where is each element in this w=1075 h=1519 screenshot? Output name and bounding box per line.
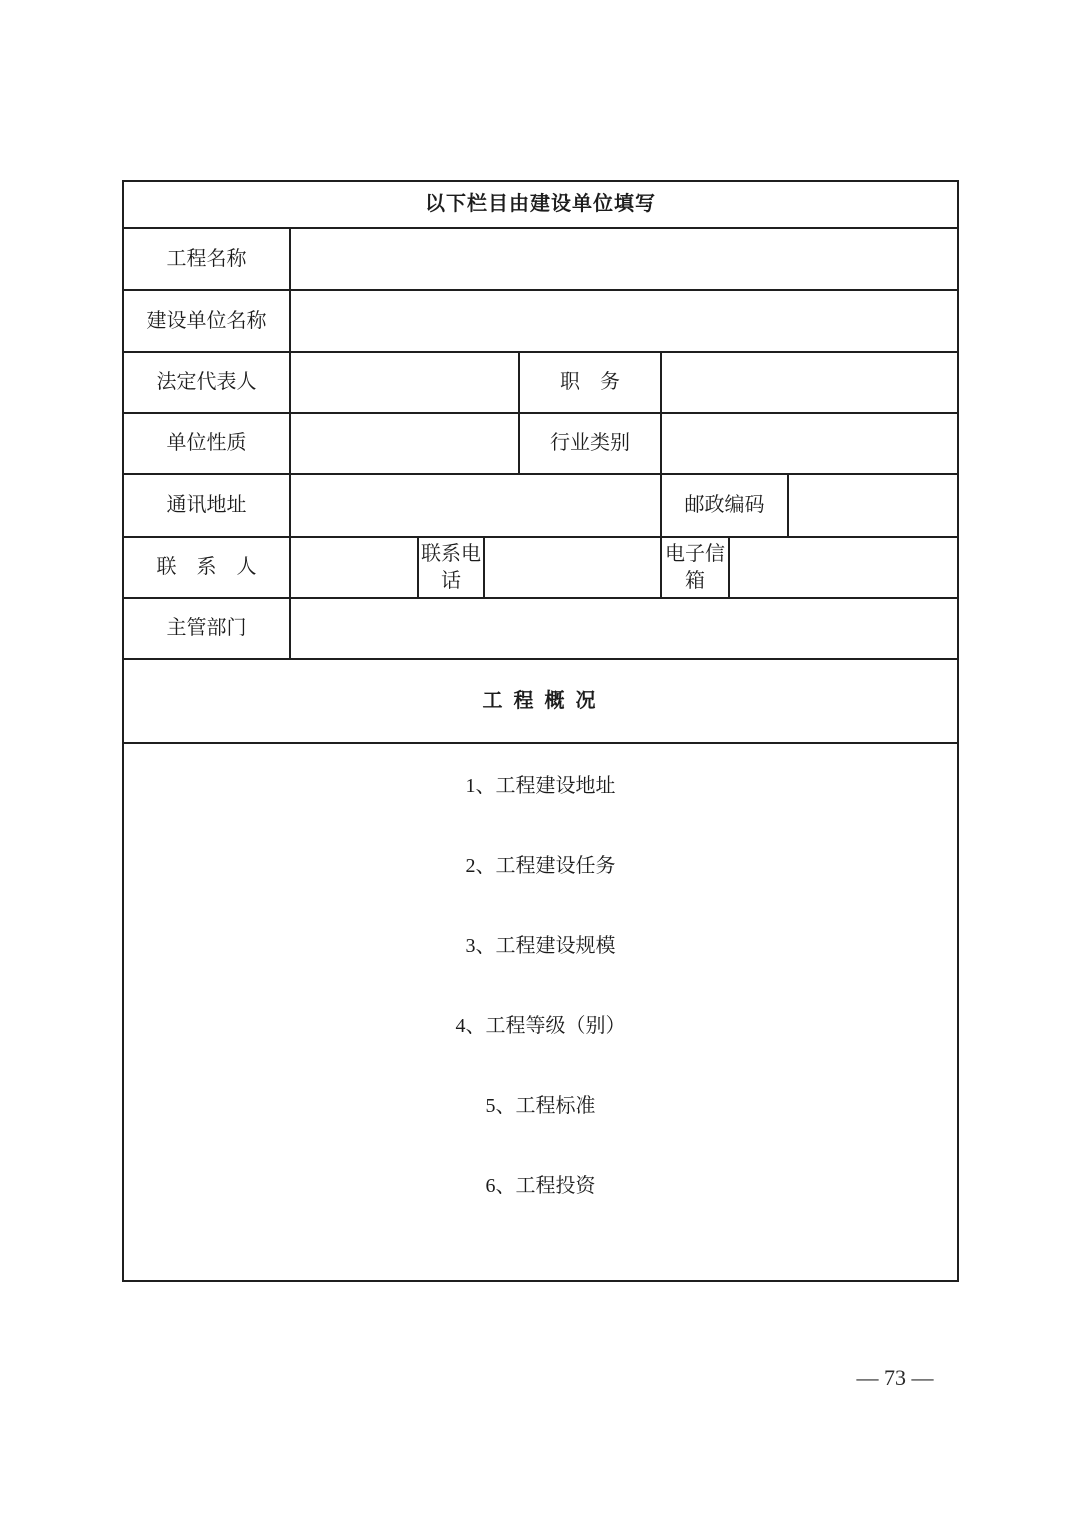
project-name-label: 工程名称 <box>123 228 290 290</box>
construction-unit-value-cell <box>290 290 958 352</box>
contact-person-value-cell <box>290 537 418 598</box>
unit-nature-label: 单位性质 <box>123 413 290 474</box>
contact-person-label: 联 系 人 <box>123 537 290 598</box>
mailing-address-value-cell <box>290 474 661 537</box>
project-overview-cell <box>123 743 958 1281</box>
overview-item-3: 3、工程建设规模 <box>465 935 616 957</box>
email-value-cell <box>729 537 958 598</box>
mailing-address-label: 通讯地址 <box>123 474 290 537</box>
email-label: 电子信箱 <box>661 537 729 598</box>
overview-item-6: 6、工程投资 <box>485 1175 596 1197</box>
industry-category-value-cell <box>661 413 958 474</box>
legal-representative-value-cell <box>290 352 519 413</box>
industry-category-label: 行业类别 <box>519 413 661 474</box>
postal-code-value-cell <box>788 474 958 537</box>
page-number: — 73 — <box>856 1365 934 1390</box>
legal-representative-label: 法定代表人 <box>123 352 290 413</box>
unit-nature-value-cell <box>290 413 519 474</box>
overview-item-2: 2、工程建设任务 <box>465 855 616 877</box>
form-title: 以下栏目由建设单位填写 <box>123 181 958 228</box>
position-value-cell <box>661 352 958 413</box>
construction-unit-form-table <box>122 180 959 1282</box>
construction-unit-label: 建设单位名称 <box>123 290 290 352</box>
overview-item-4: 4、工程等级（别） <box>455 1015 626 1037</box>
project-overview-section-header: 工 程 概 况 <box>123 659 958 743</box>
contact-phone-value-cell <box>484 537 661 598</box>
postal-code-label: 邮政编码 <box>661 474 788 537</box>
supervising-department-label: 主管部门 <box>123 598 290 659</box>
supervising-department-value-cell <box>290 598 958 659</box>
project-name-value-cell <box>290 228 958 290</box>
overview-item-1: 1、工程建设地址 <box>465 775 616 797</box>
overview-item-5: 5、工程标准 <box>485 1095 596 1117</box>
contact-phone-label: 联系电话 <box>418 537 484 598</box>
position-label: 职 务 <box>519 352 661 413</box>
